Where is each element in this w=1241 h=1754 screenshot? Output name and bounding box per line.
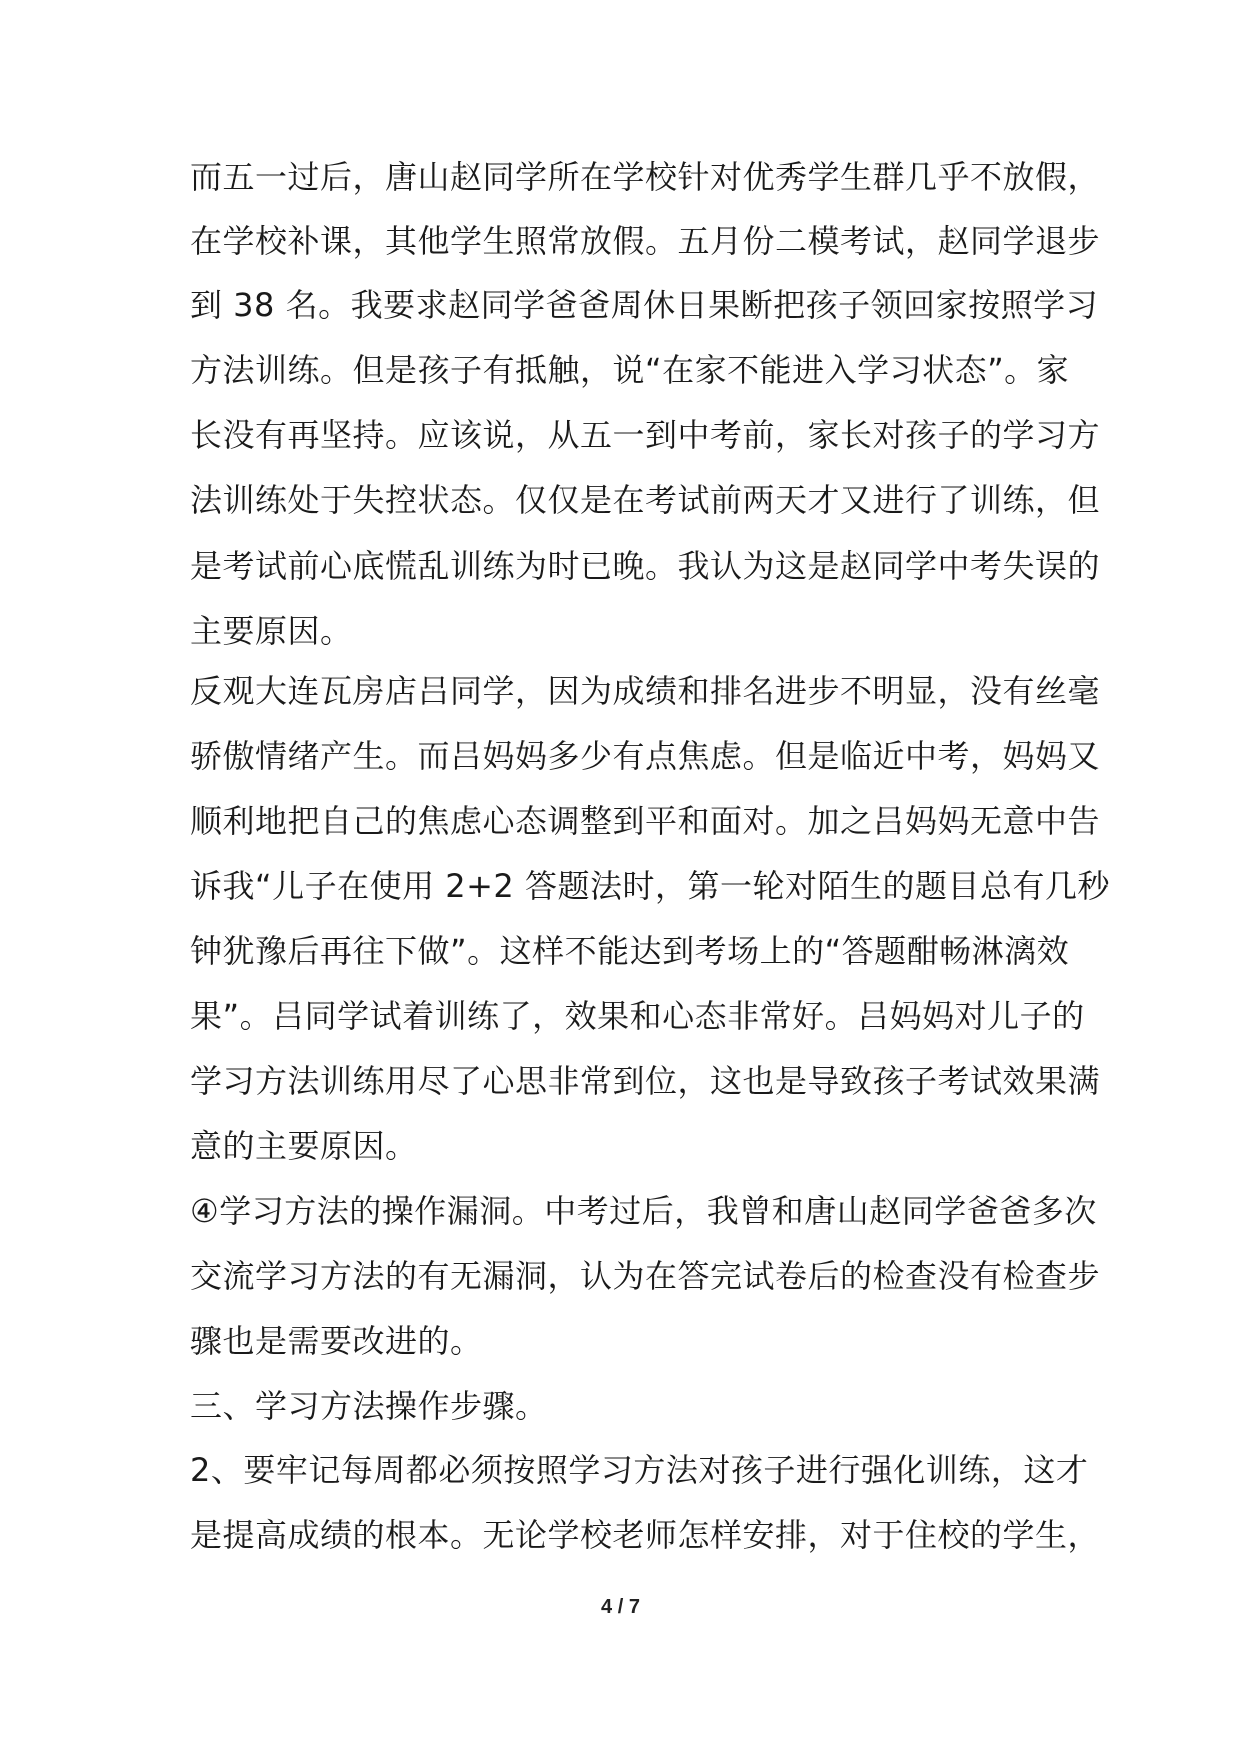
text-line: 长没有再坚持。应该说，从五一到中考前，家长对孩子的学习方 [190, 416, 1101, 454]
text-line: ④学习方法的操作漏洞。中考过后，我曾和唐山赵同学爸爸多次 [190, 1192, 1097, 1230]
text-line: 交流学习方法的有无漏洞，认为在答完试卷后的检查没有检查步 [190, 1257, 1101, 1295]
page-number: 4 / 7 [601, 1596, 640, 1618]
text-line: 2、要牢记每周都必须按照学习方法对孩子进行强化训练，这才 [190, 1451, 1089, 1489]
text-line: 到 38 名。我要求赵同学爸爸周休日果断把孩子领回家按照学习 [190, 286, 1099, 324]
text-line: 在学校补课，其他学生照常放假。五月份二模考试，赵同学退步 [190, 222, 1101, 260]
text-line: 方法训练。但是孩子有抵触，说“在家不能进入学习状态”。家 [190, 351, 1070, 389]
text-line: 骤也是需要改进的。 [190, 1322, 483, 1360]
text-line: 顺利地把自己的焦虑心态调整到平和面对。加之吕妈妈无意中告 [190, 802, 1101, 840]
text-line: 是提高成绩的根本。无论学校老师怎样安排，对于住校的学生， [190, 1516, 1101, 1554]
section-heading: 三、学习方法操作步骤。 [190, 1387, 548, 1425]
text-line: 主要原因。 [190, 612, 353, 650]
text-line: 法训练处于失控状态。仅仅是在考试前两天才又进行了训练，但 [190, 481, 1101, 519]
text-line: 意的主要原因。 [190, 1127, 418, 1165]
text-line: 诉我“儿子在使用 2+2 答题法时，第一轮对陌生的题目总有几秒 [190, 867, 1110, 905]
text-line: 是考试前心底慌乱训练为时已晚。我认为这是赵同学中考失误的 [190, 547, 1101, 585]
text-line: 钟犹豫后再往下做”。这样不能达到考场上的“答题酣畅淋漓效 [190, 932, 1070, 970]
text-line: 反观大连瓦房店吕同学，因为成绩和排名进步不明显，没有丝毫 [190, 672, 1101, 710]
text-line: 骄傲情绪产生。而吕妈妈多少有点焦虑。但是临近中考，妈妈又 [190, 737, 1101, 775]
text-line: 果”。吕同学试着训练了，效果和心态非常好。吕妈妈对儿子的 [190, 997, 1085, 1035]
text-line: 而五一过后，唐山赵同学所在学校针对优秀学生群几乎不放假， [190, 158, 1101, 196]
text-line: 学习方法训练用尽了心思非常到位，这也是导致孩子考试效果满 [190, 1062, 1101, 1100]
